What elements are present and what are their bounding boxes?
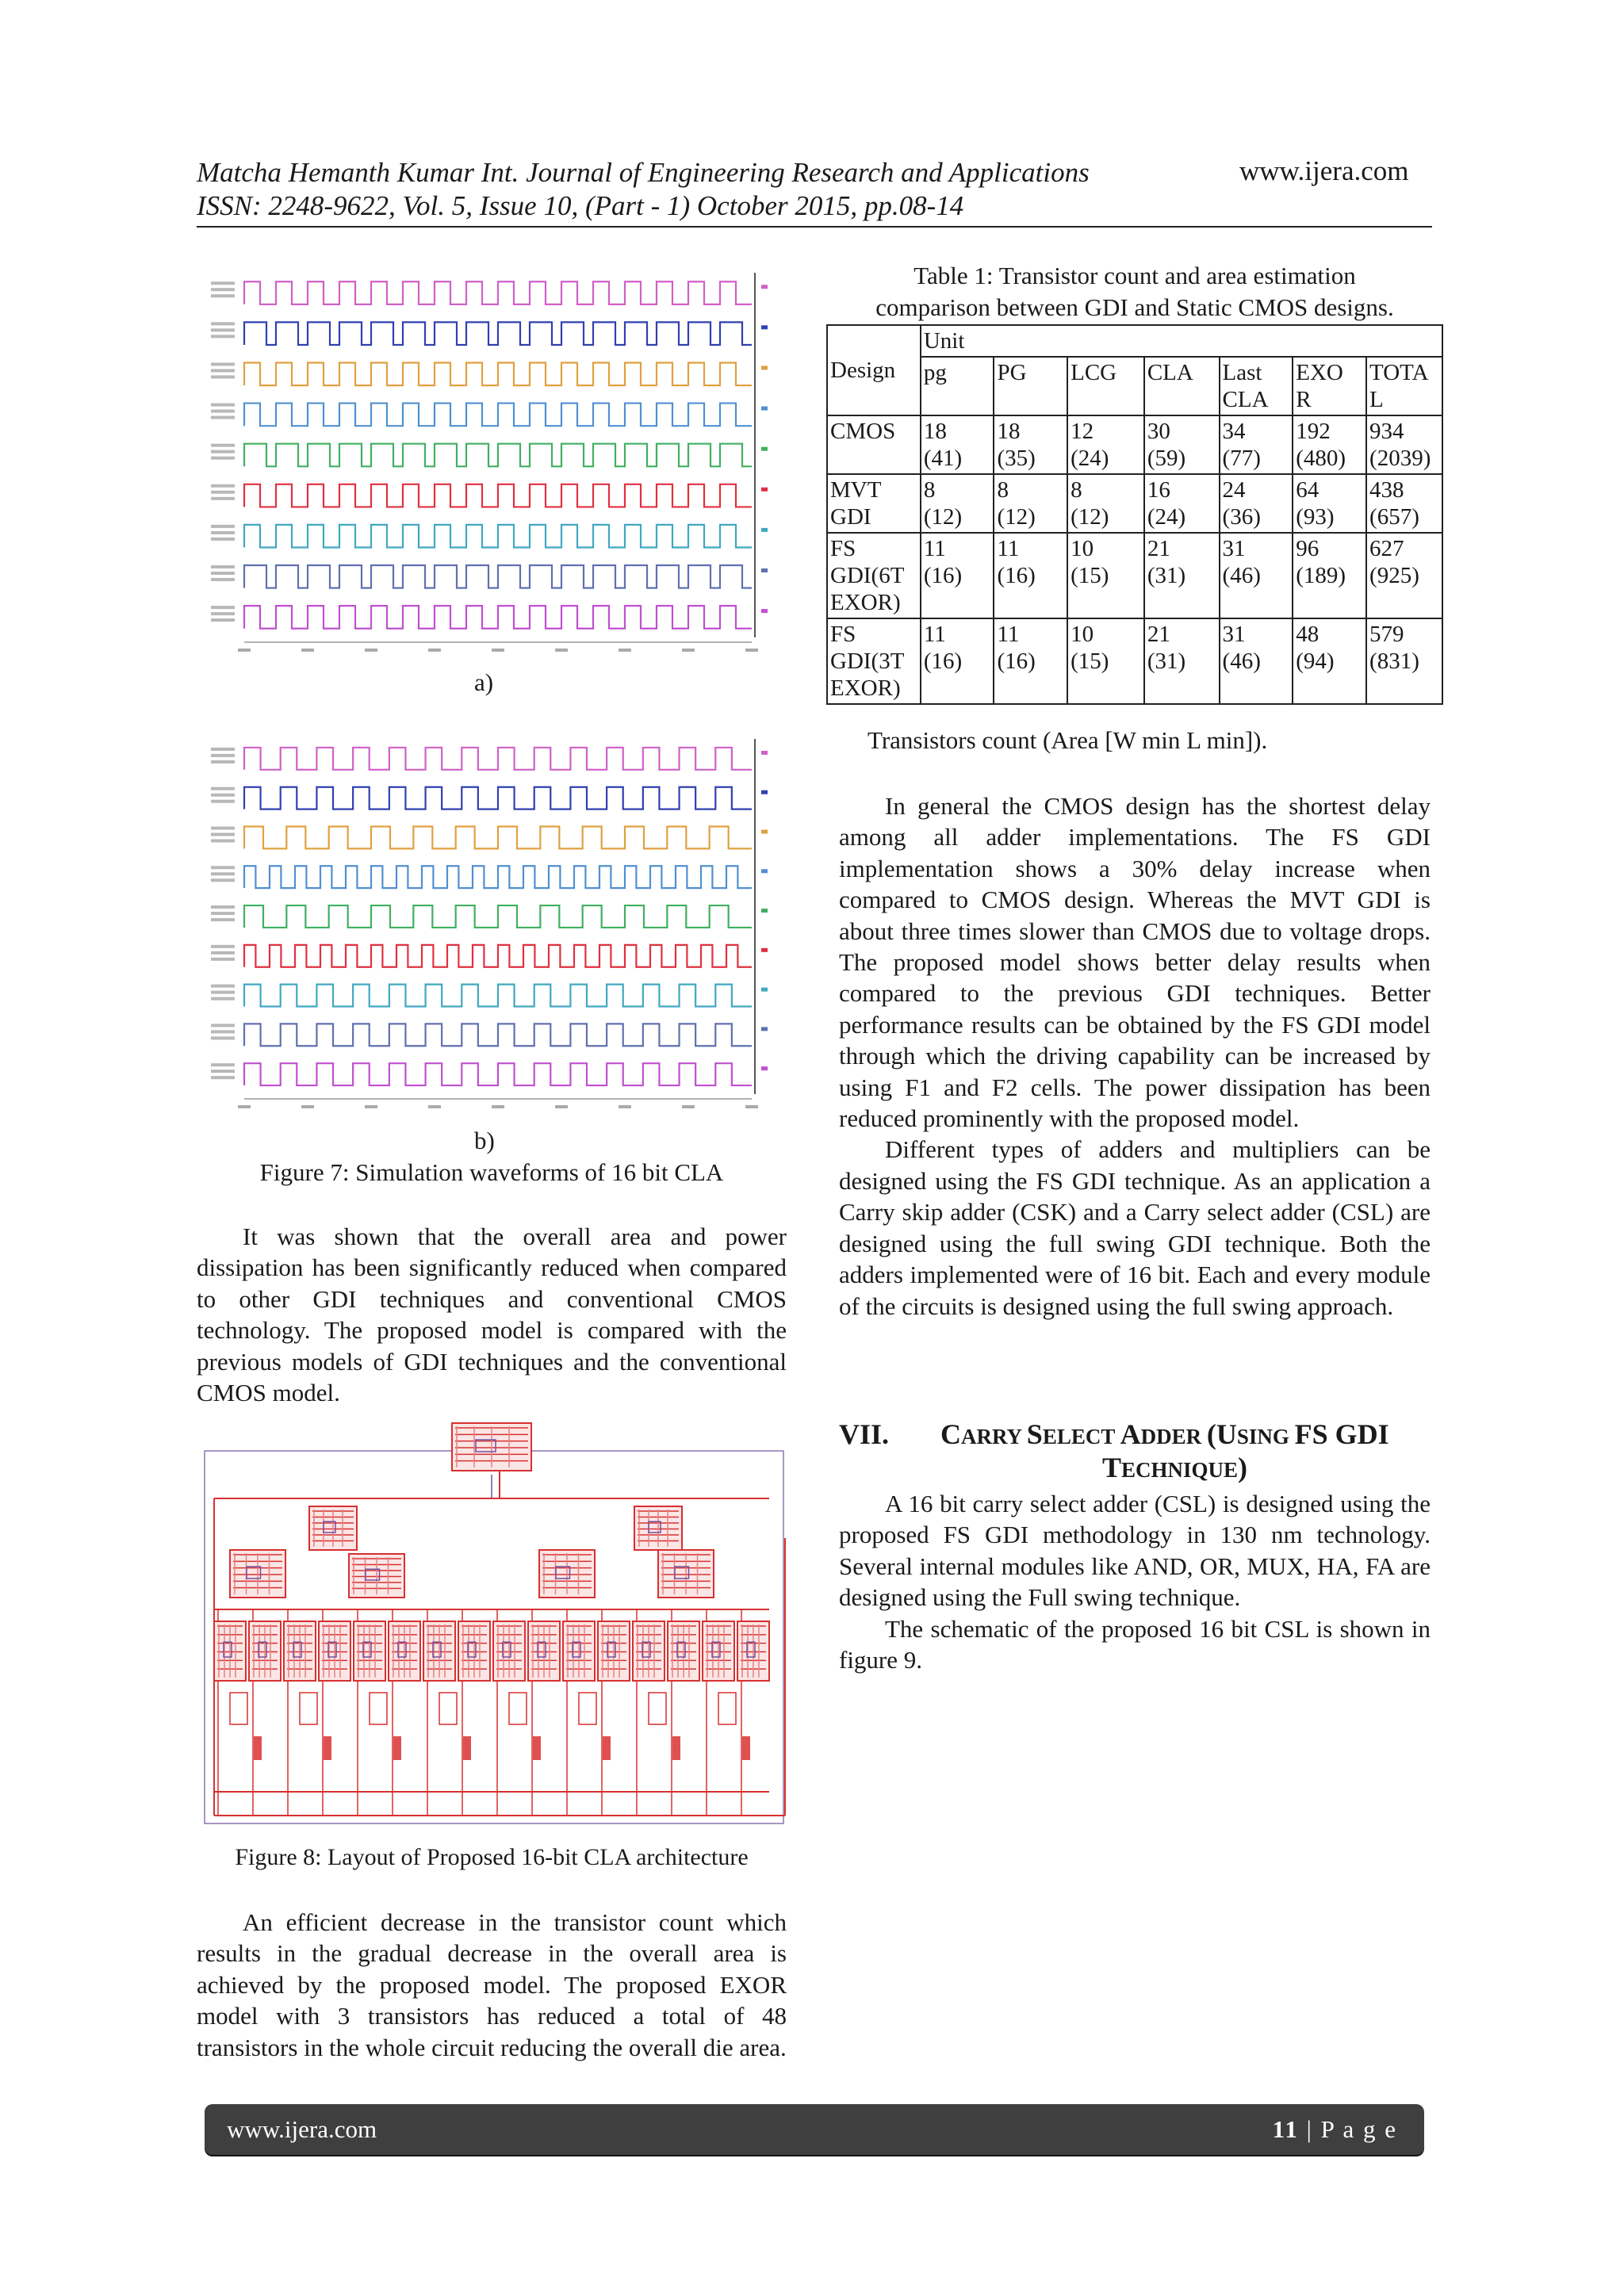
column-header-0: pg — [921, 357, 994, 415]
column-header-5: EXO R — [1293, 357, 1366, 415]
right-paragraph-1: In general the CMOS design has the shortest delay among all adder implementations. The FS GDI implementation shows a 30% delay increase when compared to CMOS design. Whereas the MVT GDI is about three times slower than CMOS due to voltage drops. The proposed model shows better delay results when compared to the previous GDI techniques. Better performance results can be obtained by the FS GDI model through which the driving capability can be increased by using F1 and F2 cells. The power dissipation has been reduced prominently with the proposed model. — [839, 792, 1431, 1133]
table-row — [827, 474, 1442, 533]
running-header-issn: ISSN: 2248-9622, Vol. 5, Issue 10, (Part - 1) October 2015, pp.08-14 — [197, 190, 964, 221]
section-7-title-line-1: CARRY SELECT ADDER (USING FS GDI — [940, 1418, 1389, 1450]
table-cell: 64 (93) — [1293, 474, 1366, 533]
table-1 — [826, 324, 1443, 705]
table-cell: 8 (12) — [994, 474, 1067, 533]
left-paragraph-2: An efficient decrease in the transistor count which results in the gradual decrease in the overall area is achieved by the proposed model. The proposed EXOR model with 3 transistors has reduced a total of 48 transistors in the whole circuit reducing the overall die area. — [197, 1908, 787, 2061]
unit-header: Unit — [921, 325, 1442, 357]
section-7-title-line-2: TECHNIQUE) — [1102, 1452, 1248, 1483]
figure-7a-waveforms — [205, 265, 768, 669]
running-header-journal: Matcha Hemanth Kumar Int. Journal of Engineering Research and Applications — [197, 157, 1090, 188]
table-row — [827, 618, 1442, 704]
table-cell: 96 (189) — [1293, 533, 1366, 618]
right-paragraph-block — [839, 790, 1431, 1322]
row-design-cell: FS GDI(6T EXOR) — [827, 533, 921, 618]
footer-url: www.ijera.com — [227, 2115, 377, 2143]
column-header-6: TOTA L — [1366, 357, 1442, 415]
footer-page-number: 11 | P a g e — [1272, 2115, 1397, 2143]
right-paragraph-block-2 — [839, 1488, 1431, 1675]
table-cell: 31 (46) — [1220, 533, 1293, 618]
column-header-3: CLA — [1144, 357, 1220, 415]
figure-7-caption: Figure 7: Simulation waveforms of 16 bit CLA — [259, 1158, 724, 1186]
table-cell: 11 (16) — [921, 618, 994, 704]
table-cell: 579 (831) — [1366, 618, 1442, 704]
table-1-title-line-1: Table 1: Transistor count and area estimation — [914, 262, 1356, 289]
table-row — [827, 415, 1442, 474]
figure-8-caption: Figure 8: Layout of Proposed 16-bit CLA architecture — [235, 1844, 749, 1870]
table-cell: 11 (16) — [994, 533, 1067, 618]
table-cell: 8 (12) — [921, 474, 994, 533]
table-header-row — [827, 325, 1442, 357]
section-7-number: VII. — [839, 1418, 890, 1450]
figure-8-layout — [198, 1419, 793, 1838]
table-cell: 30 (59) — [1144, 415, 1220, 474]
page-footer — [205, 2104, 1424, 2155]
table-cell: 12 (24) — [1067, 415, 1144, 474]
figure-7b-waveforms — [205, 731, 768, 1126]
table-cell: 10 (15) — [1067, 618, 1144, 704]
table-cell: 34 (77) — [1220, 415, 1293, 474]
header-rule — [197, 226, 1432, 228]
design-header: Design — [827, 325, 921, 415]
row-design-cell: FS GDI(3T EXOR) — [827, 618, 921, 704]
row-design-cell: MVT GDI — [827, 474, 921, 533]
right-paragraph-4: The schematic of the proposed 16 bit CSL is shown in figure 9. — [839, 1614, 1431, 1674]
table-cell: 24 (36) — [1220, 474, 1293, 533]
table-cell: 48 (94) — [1293, 618, 1366, 704]
table-row — [827, 533, 1442, 618]
table-cell: 21 (31) — [1144, 533, 1220, 618]
table-cell: 31 (46) — [1220, 618, 1293, 704]
left-paragraph-1: It was shown that the overall area and power dissipation has been significantly reduced when compared to other GDI techniques and conventional CMOS technology. The proposed model is compared with the previous models of GDI techniques and the conventional CMOS model. — [197, 1223, 787, 1407]
right-paragraph-3: A 16 bit carry select adder (CSL) is designed using the proposed FS GDI methodology in 130 nm technology. Several internal modules like AND, OR, MUX, HA, FA are designed using the Full swing technique. — [839, 1490, 1431, 1612]
figure-7b-label: b) — [474, 1127, 495, 1154]
right-paragraph-2: Different types of adders and multipliers can be designed using the FS GDI technique. As an application a Carry skip adder (CSK) and a Carry select adder (CSL) are designed using the full swing GDI technique. Both the adders implemented were of 16 bit. Each and every module of the circuits is designed using the full swing approach. — [839, 1135, 1431, 1320]
table-cell: 16 (24) — [1144, 474, 1220, 533]
table-cell: 627 (925) — [1366, 533, 1442, 618]
column-header-2: LCG — [1067, 357, 1144, 415]
figure-7a-label: a) — [474, 668, 494, 696]
column-header-1: PG — [994, 357, 1067, 415]
table-cell: 438 (657) — [1366, 474, 1442, 533]
table-cell: 10 (15) — [1067, 533, 1144, 618]
row-design-cell: CMOS — [827, 415, 921, 474]
running-header-url: www.ijera.com — [1239, 155, 1409, 186]
table-cell: 934 (2039) — [1366, 415, 1442, 474]
table-cell: 18 (35) — [994, 415, 1067, 474]
column-header-4: Last CLA — [1220, 357, 1293, 415]
table-cell: 21 (31) — [1144, 618, 1220, 704]
table-cell: 18 (41) — [921, 415, 994, 474]
table-cell: 192 (480) — [1293, 415, 1366, 474]
table-cell: 8 (12) — [1067, 474, 1144, 533]
table-1-title-line-2: comparison between GDI and Static CMOS designs. — [875, 293, 1394, 321]
table-cell: 11 (16) — [921, 533, 994, 618]
table-1-note: Transistors count (Area [W min L min]). — [868, 726, 1268, 754]
table-cell: 11 (16) — [994, 618, 1067, 704]
